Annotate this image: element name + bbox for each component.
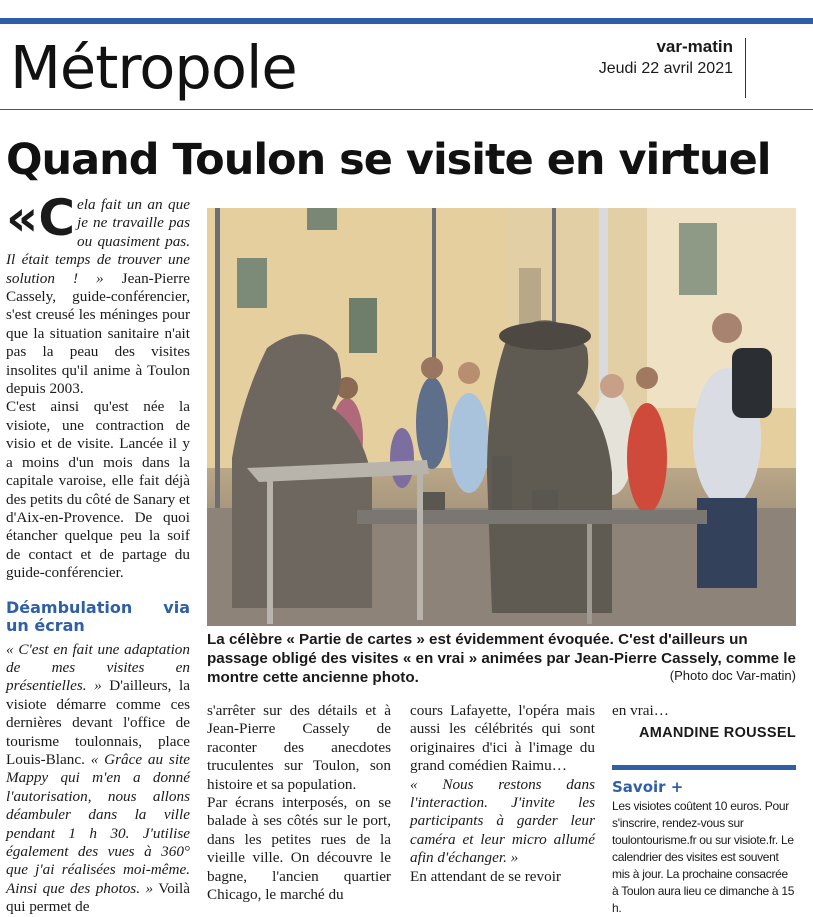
issue-date: Jeudi 22 avril 2021 [598, 60, 733, 77]
article-column-1 [6, 189, 191, 917]
paragraph-visiote: C'est ainsi qu'est née la visiote, une contraction de visio et de visite. Lancée il y a moins d'un mois dans la capitale varoise, elle fait déjà des petits du côté de Sanary et d'Aix-en-Provence. De quoi étancher quelque peu la soif de contact et de partage du guide-conférencier. [6, 398, 190, 582]
section-title: Métropole [10, 33, 297, 102]
savoir-body: Les visiotes coûtent 10 euros. Pour s'inscrire, rendez-vous sur toulontourisme.fr ou sur visiote.fr. Le calendrier des visites est souvent mis à jour. La prochaine consacrée à Toulon aura lieu ce dimanche à 15 h. [612, 798, 795, 915]
masthead [599, 36, 733, 80]
statue-scene-illustration [207, 208, 796, 626]
quote-adaptation: « C'est en fait une adaptation de mes visites en présentielles. » [6, 640, 190, 695]
article-column-3 [410, 702, 595, 886]
savoir-rule [612, 765, 796, 770]
photo-credit: (Photo doc Var-matin) [669, 668, 796, 683]
quote-interaction: « Nous restons dans l'interaction. J'invite les participants à garder leur caméra et leur micro allumé afin d'échanger. » [410, 775, 595, 867]
intro-paragraph [6, 189, 190, 398]
paragraph-balade: Par écrans interposés, on se balade à ses côtés sur le port, dans les petites rues de la vieille ville. On découvre le bagne, l'ancien quartier Chicago, le marché du [207, 794, 391, 904]
paragraph-attendant: En attendant de se revoir [410, 867, 561, 885]
newspaper-name: var-matin [656, 37, 733, 56]
article-photo [207, 208, 796, 626]
paragraph-deambulation [6, 641, 190, 917]
article-column-4 [612, 702, 796, 917]
photo-caption: La célèbre « Partie de cartes » est évidemment évoquée. C'est d'ailleurs un passage obligé des visites « en vrai » animées par Jean-Pierre Cassely, comme le montre cette ancienne photo. [207, 631, 796, 686]
subheading: Déambulation via un écran [6, 597, 190, 635]
intro-text: Jean-Pierre Cassely, guide-conférencier, s'est creusé les méninges pour que la situation sanitaire n'ait pas la peau des visites insolites qu'il anime à Toulon depuis 2003. [6, 269, 190, 398]
article-column-2 [207, 702, 391, 904]
article-headline: Quand Toulon se visite en virtuel [6, 135, 771, 185]
paragraph-celebrites: cours Lafayette, l'opéra mais aussi les célébrités qui sont originaires d'ici à l'image du grand comédien Raimu… [410, 702, 595, 775]
intro-quote: ela fait un an que je ne travaille pas ou quasiment pas. Il était temps de trouver une solution ! » [6, 196, 190, 287]
paragraph-en-vrai: en vrai… [612, 702, 669, 719]
header-rule [0, 109, 813, 110]
masthead-divider [745, 38, 746, 98]
text-office: D'ailleurs, la visiote démarre comme ces dernières devant l'office de tourisme toulonnais, place Louis-Blanc. [6, 677, 190, 768]
header-accent-bar [0, 18, 813, 24]
paragraph-anecdotes: s'arrêter sur des détails et à Jean-Pierre Cassely de raconter des anecdotes truculentes sur Toulon, son histoire et sa population. [207, 702, 391, 793]
text-voila: Voilà qui permet de [6, 879, 190, 916]
quote-mappy: « Grâce au site Mappy qui m'en a donné l'autorisation, nous allons déambuler dans la ville pendant 1 h 30. J'utilise également des vues à 360° que j'ai réalisées moi-même. Ainsi que des photos. » [6, 750, 191, 897]
author-byline: AMANDINE ROUSSEL [638, 725, 796, 742]
savoir-title: Savoir + [612, 777, 684, 796]
dropcap: «C [6, 189, 76, 247]
